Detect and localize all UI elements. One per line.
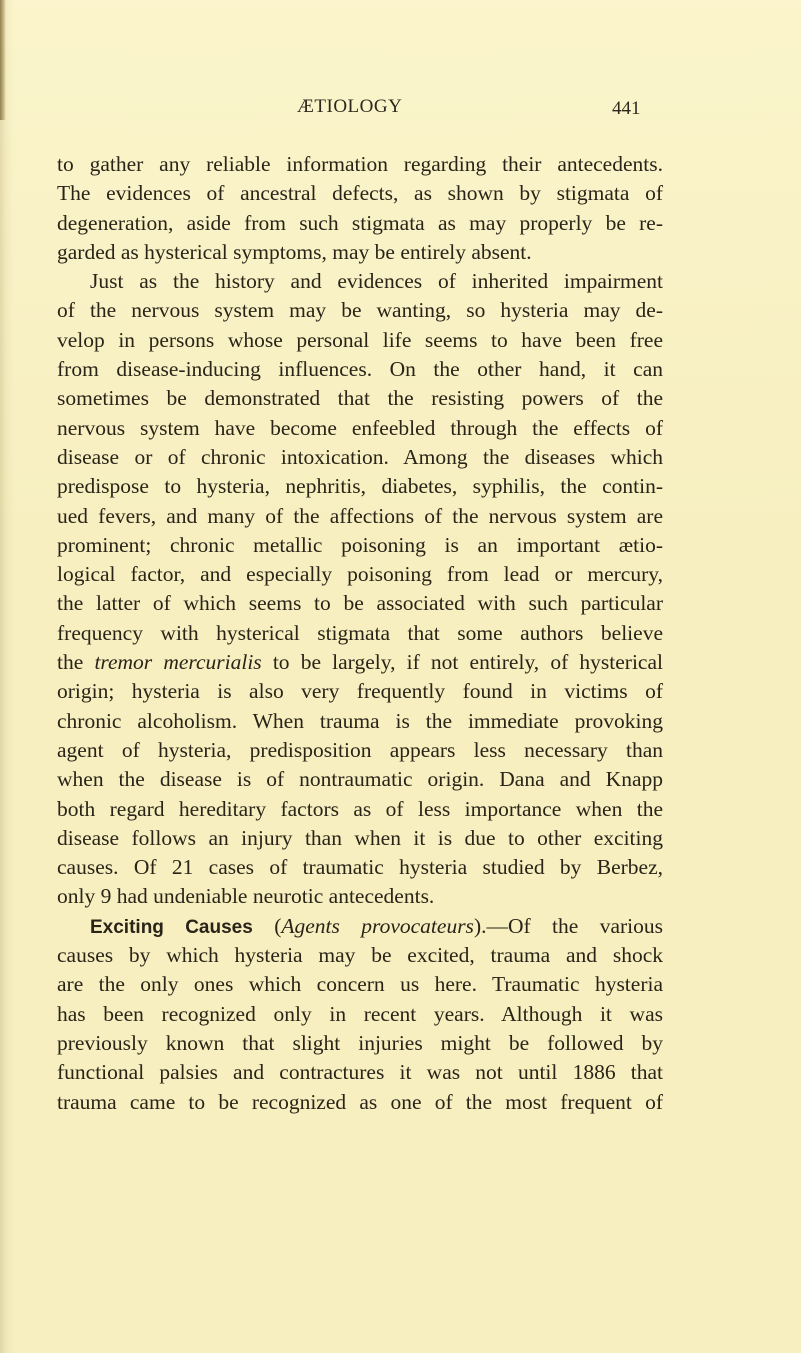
- italic-term: tremor mercurialis: [94, 650, 262, 675]
- text-line: nervous system have become enfeebled through the effects of: [57, 415, 663, 440]
- text-line: degeneration, aside from such stigmata as may properly be re-: [57, 210, 663, 235]
- text-line: trauma came to be recognized as one of the most frequent of: [57, 1089, 663, 1114]
- text-line: prominent; chronic metallic poisoning is an important ætio-: [57, 532, 663, 557]
- text-line: sometimes be demonstrated that the resisting powers of the: [57, 386, 663, 411]
- section-heading: Exciting Causes: [90, 916, 253, 938]
- text-line: has been recognized only in recent years. Although it was: [57, 1001, 663, 1026]
- body-text: [57, 150, 663, 1117]
- paragraph-2: [57, 267, 663, 912]
- text-line: when the disease is of nontraumatic origin. Dana and Knapp: [57, 767, 663, 792]
- text-line: frequency with hysterical stigmata that some authors believe: [57, 620, 663, 645]
- text-line: velop in persons whose personal life seems to have been free: [57, 327, 663, 352]
- text-line: from disease-inducing influences. On the other hand, it can: [57, 357, 663, 382]
- text-line: origin; hysteria is also very frequently found in victims of: [57, 679, 663, 704]
- text-line: logical factor, and especially poisoning from lead or mercury,: [57, 562, 663, 587]
- text-line: causes. Of 21 cases of traumatic hysteria studied by Berbez,: [57, 855, 663, 880]
- running-title: ÆTIOLOGY: [297, 96, 403, 117]
- text-run: ).—Of the various: [473, 913, 664, 938]
- text-line: disease or of chronic intoxication. Among the diseases which: [57, 444, 663, 469]
- page-number: 441: [612, 98, 641, 119]
- paragraph-1: [57, 150, 663, 267]
- text-line: ued fevers, and many of the affections of the nervous system are: [57, 503, 663, 528]
- text-line: The evidences of ancestral defects, as shown by stigmata of: [57, 181, 663, 206]
- text-line: only 9 had undeniable neurotic antecedents.: [57, 884, 435, 909]
- text-run: (: [252, 913, 282, 938]
- section-heading-line: [57, 912, 663, 941]
- text-line: to gather any reliable information regarding their antecedents.: [57, 152, 663, 176]
- text-line: predispose to hysteria, nephritis, diabetes, syphilis, the contin-: [57, 474, 663, 499]
- text-run: to be largely, if not entirely, of hysterical: [261, 650, 663, 675]
- text-line: previously known that slight injuries might be followed by: [57, 1030, 663, 1055]
- text-line: Just as the history and evidences of inherited impairment: [90, 269, 663, 294]
- text-line: agent of hysteria, predisposition appears less necessary than: [57, 737, 663, 762]
- text-line: are the only ones which concern us here. Traumatic hysteria: [57, 972, 663, 997]
- paragraph-3: [57, 912, 663, 1117]
- text-run: the: [57, 650, 95, 675]
- text-line: functional palsies and contractures it was not until 1886 that: [57, 1060, 663, 1085]
- text-line: chronic alcoholism. When trauma is the immediate provoking: [57, 708, 663, 733]
- text-line: disease follows an injury than when it is due to other exciting: [57, 825, 663, 850]
- text-line: causes by which hysteria may be excited, trauma and shock: [57, 943, 663, 968]
- running-header: [0, 96, 801, 126]
- italic-term: Agents provocateurs: [281, 913, 474, 938]
- text-line: the latter of which seems to be associated with such particular: [57, 591, 663, 616]
- text-line: of the nervous system may be wanting, so hysteria may de-: [57, 298, 663, 323]
- text-line: garded as hysterical symptoms, may be entirely absent.: [57, 239, 532, 264]
- text-line-tremor: [57, 648, 663, 677]
- text-line: both regard hereditary factors as of less importance when the: [57, 796, 663, 821]
